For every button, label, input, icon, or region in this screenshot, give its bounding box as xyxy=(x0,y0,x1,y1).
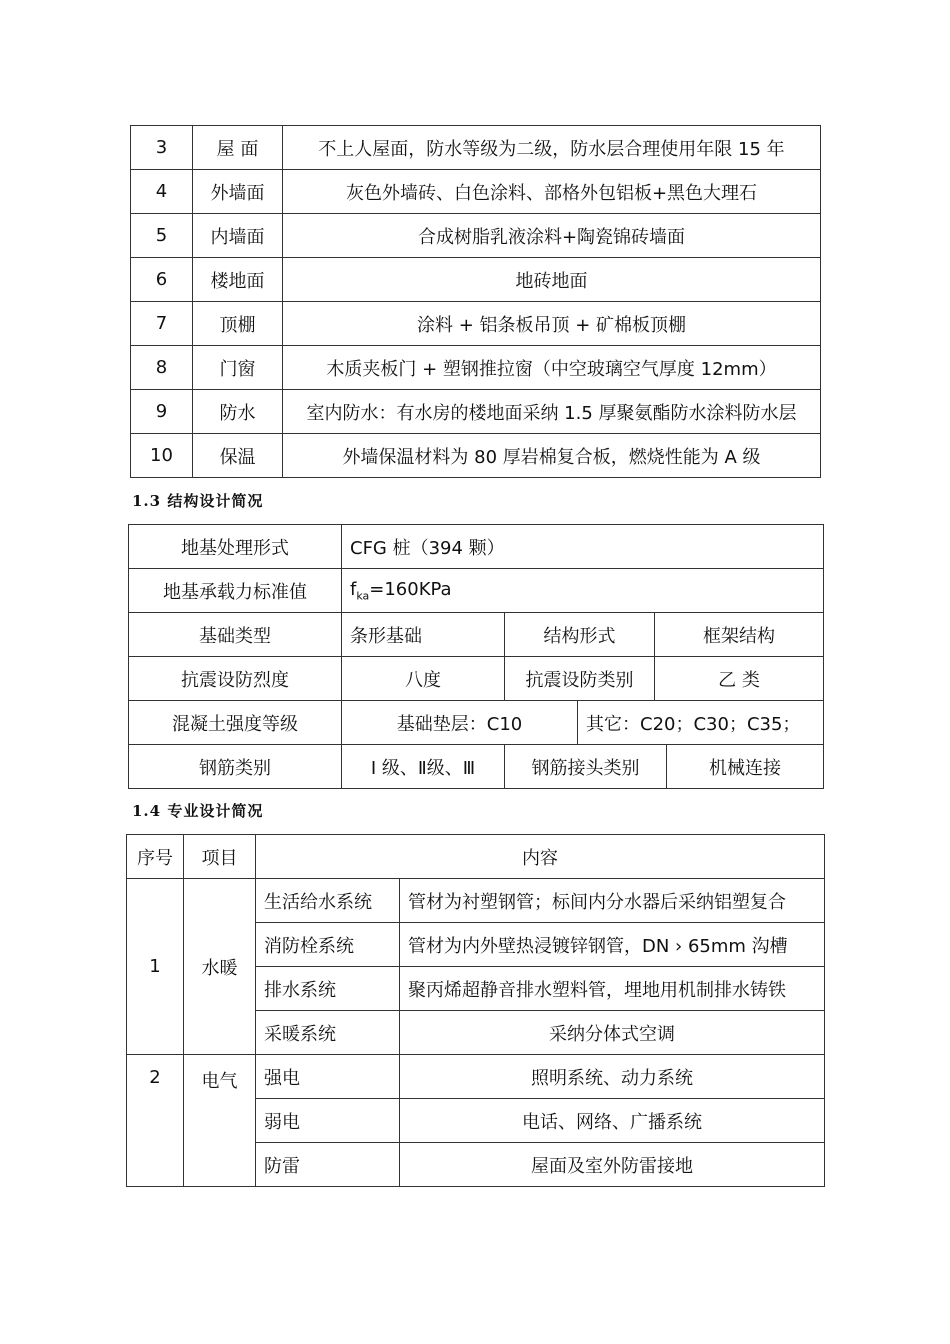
row-item: 顶棚 xyxy=(193,302,283,346)
sub-content: 照明系统、动力系统 xyxy=(400,1055,825,1099)
concrete-other: 其它：C20；C30；C35； xyxy=(578,701,824,745)
col-header-item: 项目 xyxy=(184,835,256,879)
table-row xyxy=(129,613,824,657)
joint-label: 钢筋接头类别 xyxy=(505,745,667,789)
sub-content: 管材为衬塑钢管；标间内分水器后采纳铝塑复合 xyxy=(400,879,825,923)
row-item: 外墙面 xyxy=(193,170,283,214)
base-type-label: 基础类型 xyxy=(129,613,342,657)
section-heading-structure: 1.3 结构设计简况 xyxy=(132,492,264,510)
sub-content: 管材为内外壁热浸镀锌钢管，DN › 65mm 沟槽 xyxy=(400,923,825,967)
bearing-value xyxy=(342,569,824,613)
table-row xyxy=(131,302,821,346)
rebar-value: Ⅰ 级、Ⅱ级、Ⅲ xyxy=(342,745,505,789)
table-row xyxy=(129,701,824,745)
bearing-label: 地基承载力标准值 xyxy=(129,569,342,613)
seismic-class-value: 乙 类 xyxy=(655,657,824,701)
group-no: 2 xyxy=(127,1055,184,1187)
row-content: 室内防水：有水房的楼地面采纳 1.5 厚聚氨酯防水涂料防水层 xyxy=(283,390,821,434)
group-item: 电气 xyxy=(184,1055,256,1187)
col-header-content: 内容 xyxy=(256,835,825,879)
row-item: 楼地面 xyxy=(193,258,283,302)
table-row xyxy=(131,170,821,214)
row-no: 4 xyxy=(131,170,193,214)
row-no: 9 xyxy=(131,390,193,434)
sub-item: 排水系统 xyxy=(256,967,400,1011)
rebar-label: 钢筋类别 xyxy=(129,745,342,789)
table-row xyxy=(131,258,821,302)
row-item: 门窗 xyxy=(193,346,283,390)
row-content: 不上人屋面，防水等级为二级，防水层合理使用年限 15 年 xyxy=(283,126,821,170)
row-content: 外墙保温材料为 80 厚岩棉复合板，燃烧性能为 A 级 xyxy=(283,434,821,478)
seismic-label: 抗震设防烈度 xyxy=(129,657,342,701)
structure-table xyxy=(128,524,824,789)
finish-table xyxy=(130,125,821,478)
table-row xyxy=(127,1055,825,1099)
table-row xyxy=(131,126,821,170)
row-no: 5 xyxy=(131,214,193,258)
foundation-label: 地基处理形式 xyxy=(129,525,342,569)
sub-content: 聚丙烯超静音排水塑料管，埋地用机制排水铸铁 xyxy=(400,967,825,1011)
table-row xyxy=(129,569,824,613)
foundation-value: CFG 桩（394 颗） xyxy=(342,525,824,569)
sub-item: 强电 xyxy=(256,1055,400,1099)
sub-item: 生活给水系统 xyxy=(256,879,400,923)
table-header-row xyxy=(127,835,825,879)
seismic-value: 八度 xyxy=(342,657,505,701)
table-row xyxy=(129,525,824,569)
section-heading-specialty: 1.4 专业设计简况 xyxy=(132,802,264,820)
table-row xyxy=(127,879,825,923)
row-item: 内墙面 xyxy=(193,214,283,258)
concrete-label: 混凝土强度等级 xyxy=(129,701,342,745)
col-header-no: 序号 xyxy=(127,835,184,879)
bearing-symbol: f xyxy=(350,578,357,600)
sub-item: 防雷 xyxy=(256,1143,400,1187)
sub-content: 电话、网络、广播系统 xyxy=(400,1099,825,1143)
seismic-class-label: 抗震设防类别 xyxy=(505,657,655,701)
row-no: 8 xyxy=(131,346,193,390)
table-row xyxy=(131,434,821,478)
sub-item: 消防栓系统 xyxy=(256,923,400,967)
row-content: 木质夹板门 + 塑钢推拉窗（中空玻璃空气厚度 12mm） xyxy=(283,346,821,390)
sub-item: 弱电 xyxy=(256,1099,400,1143)
base-type-value: 条形基础 xyxy=(342,613,505,657)
concrete-base: 基础垫层：C10 xyxy=(342,701,578,745)
bearing-number: =160KPa xyxy=(369,578,452,600)
sub-content: 采纳分体式空调 xyxy=(400,1011,825,1055)
struct-form-value: 框架结构 xyxy=(655,613,824,657)
bearing-subscript: ka xyxy=(356,589,370,603)
sub-content: 屋面及室外防雷接地 xyxy=(400,1143,825,1187)
row-item: 保温 xyxy=(193,434,283,478)
row-no: 10 xyxy=(131,434,193,478)
struct-form-label: 结构形式 xyxy=(505,613,655,657)
row-content: 地砖地面 xyxy=(283,258,821,302)
table-row xyxy=(131,214,821,258)
table-row xyxy=(129,745,824,789)
row-no: 7 xyxy=(131,302,193,346)
group-no: 1 xyxy=(127,879,184,1055)
row-content: 涂料 + 铝条板吊顶 + 矿棉板顶棚 xyxy=(283,302,821,346)
sub-item: 采暖系统 xyxy=(256,1011,400,1055)
row-content: 合成树脂乳液涂料+陶瓷锦砖墙面 xyxy=(283,214,821,258)
row-item: 屋 面 xyxy=(193,126,283,170)
group-item: 水暖 xyxy=(184,879,256,1055)
row-item: 防水 xyxy=(193,390,283,434)
table-row xyxy=(131,390,821,434)
row-content: 灰色外墙砖、白色涂料、部格外包铝板+黑色大理石 xyxy=(283,170,821,214)
table-row xyxy=(131,346,821,390)
row-no: 3 xyxy=(131,126,193,170)
joint-value: 机械连接 xyxy=(667,745,824,789)
table-row xyxy=(129,657,824,701)
row-no: 6 xyxy=(131,258,193,302)
specialty-table xyxy=(126,834,825,1187)
